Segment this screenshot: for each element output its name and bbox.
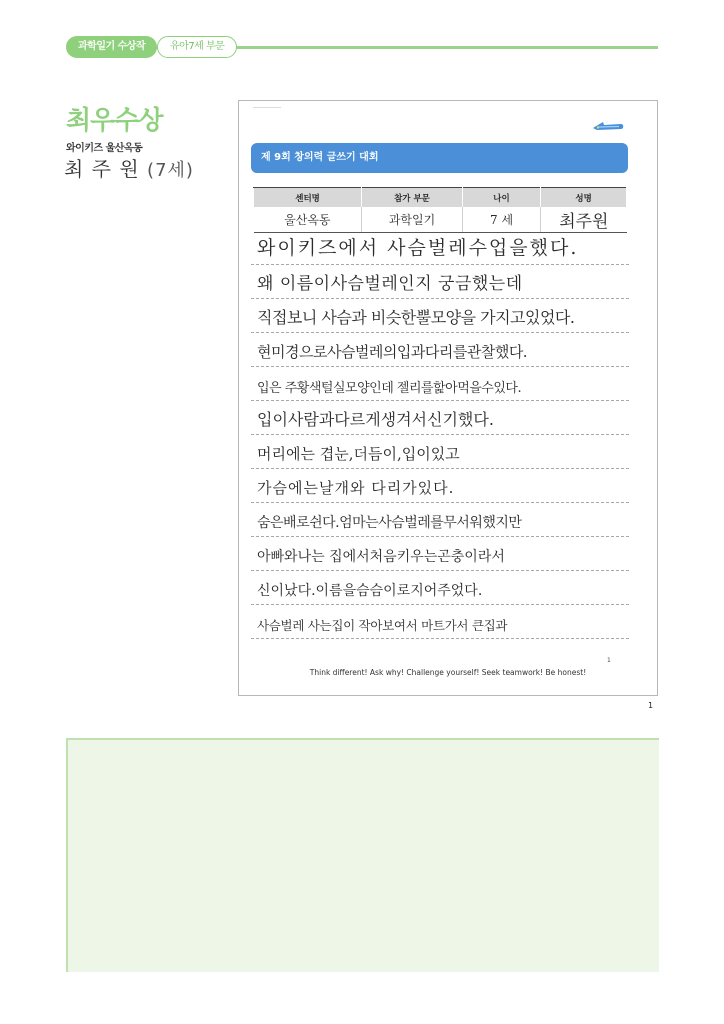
student-age: (7세) (147, 160, 194, 181)
writing-line (251, 503, 629, 537)
paper-corner-mark (253, 107, 281, 108)
table-header-row (254, 188, 627, 208)
writing-line-text: 현미경으로사슴벌레의입과다리를관찰했다. (257, 343, 528, 361)
writing-line-text: 숨은배로쉰다.엄마는사슴벌레를무서워했지만 (257, 515, 522, 531)
division-chip: 유아7세 부문 (157, 36, 237, 58)
page-number: 1 (648, 701, 654, 710)
student-name: 최 주 원 (64, 157, 140, 181)
writing-line (251, 469, 629, 503)
header-division: 참가 부문 (362, 188, 463, 208)
writing-line-text: 입은 주황색털실모양인데 젤리를핥아먹을수있다. (257, 381, 522, 396)
writing-line-text: 머리에는 겹눈,더듬이,입이있고 (257, 445, 460, 463)
writing-line-text: 가슴에는날개와 다리가있다. (257, 479, 455, 497)
center-name: 와이키즈 울산옥동 (66, 143, 143, 154)
comment-box (66, 738, 659, 972)
chip-separator-dot (147, 44, 152, 49)
handwritten-text (251, 231, 629, 639)
writing-line (251, 435, 629, 469)
header-name: 성명 (541, 188, 627, 208)
student-name-line (64, 153, 194, 182)
footer-motto: Think different! Ask why! Challenge yourself! Seek teamwork! Be honest! (309, 668, 587, 677)
writing-line (251, 537, 629, 571)
header-center: 센터명 (254, 188, 362, 208)
writing-line-text: 왜 이름이사슴벌레인지 궁금했는데 (257, 274, 523, 294)
cell-age: 7 세 (462, 207, 540, 233)
writing-line (251, 265, 629, 299)
contest-banner: 제 9회 창의력 글쓰기 대회 (251, 143, 628, 173)
writing-line (251, 333, 629, 367)
category-chip: 과학일기 수상작 (66, 36, 157, 58)
cell-name: 최주원 (541, 207, 627, 233)
writing-line-text: 신이났다.이름을슴슴이로지어주었다. (257, 583, 483, 599)
scanned-document (238, 100, 658, 696)
cell-center: 울산옥동 (254, 207, 362, 233)
writing-line (251, 367, 629, 401)
writing-line (251, 605, 629, 639)
logo-icon (591, 119, 625, 133)
writing-line (251, 231, 629, 265)
writing-line-text: 사슴벌레 사는집이 작아보여서 마트가서 큰집과 (257, 618, 508, 633)
writing-line (251, 299, 629, 333)
award-title: 최우수상 (66, 106, 163, 136)
writing-line-text: 아빠와나는 집에서처음키우는곤충이라서 (257, 549, 505, 565)
inner-page-number: 1 (607, 657, 611, 664)
table-row (254, 207, 627, 233)
writing-line-text: 직접보니 사슴과 비슷한뿔모양을 가지고있었다. (257, 308, 575, 327)
writing-line-text: 입이사람과다르게생겨서신기했다. (257, 410, 494, 429)
entry-info-table (253, 187, 627, 233)
writing-line-text: 와이키즈에서 사슴벌레수업을했다. (257, 237, 579, 259)
writing-line (251, 401, 629, 435)
writing-line (251, 571, 629, 605)
header-age: 나이 (462, 188, 540, 208)
cell-division: 과학일기 (362, 207, 463, 233)
